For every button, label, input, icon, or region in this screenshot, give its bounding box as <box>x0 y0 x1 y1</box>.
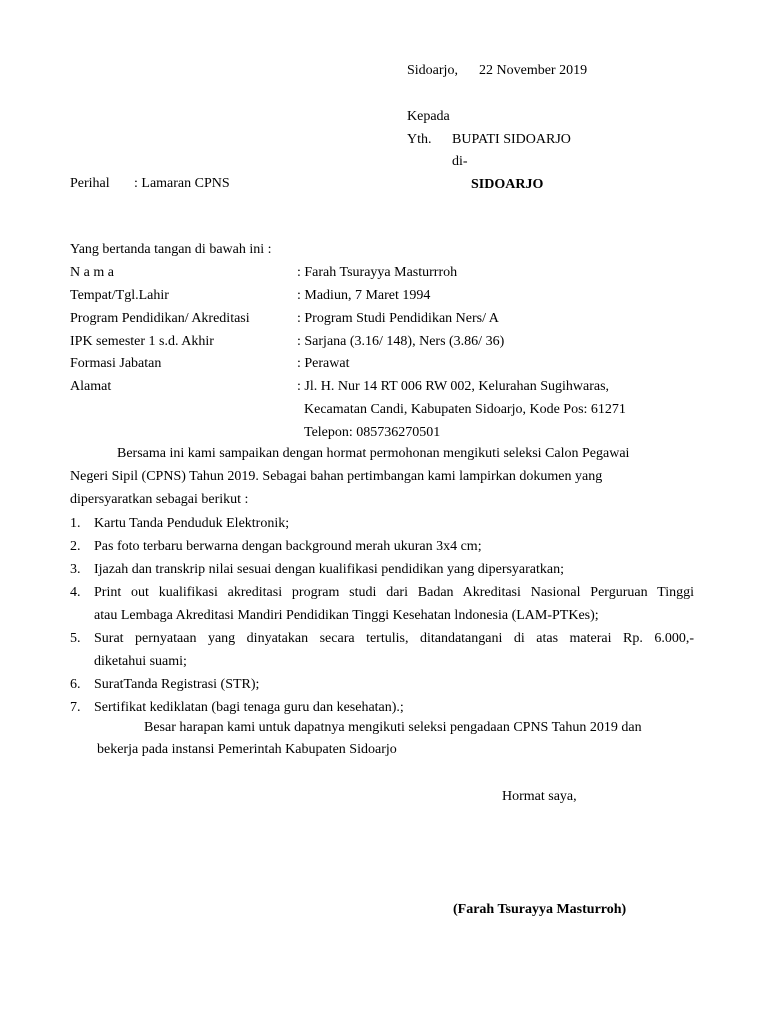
list-text: SuratTanda Registrasi (STR); <box>94 677 260 692</box>
closing-line: bekerja pada instansi Pemerintah Kabupaten Sidoarjo <box>97 742 397 757</box>
paragraph-line: Negeri Sipil (CPNS) Tahun 2019. Sebagai bahan pertimbangan kami lampirkan dokumen yang <box>70 469 603 484</box>
list-item <box>70 696 694 719</box>
list-item <box>70 673 694 696</box>
list-text: Print out kualifikasi akreditasi program studi dari Badan Akreditasi Nasional Perguruan Tinggi <box>94 585 694 600</box>
recipient-di: di- <box>452 154 468 169</box>
signature-greeting: Hormat saya, <box>502 789 577 804</box>
address-phone: Telepon: 085736270501 <box>304 425 441 440</box>
identity-value: : Farah Tsurayya Masturrroh <box>297 265 458 280</box>
list-item <box>70 627 694 673</box>
intro-text: Yang bertanda tangan di bawah ini : <box>70 242 272 257</box>
recipient-name: BUPATI SIDOARJO <box>452 132 571 147</box>
list-number: 7. <box>70 700 81 715</box>
paragraph-line: dipersyaratkan sebagai berikut : <box>70 492 249 507</box>
closing-line: Besar harapan kami untuk dapatnya mengikuti seleksi pengadaan CPNS Tahun 2019 dan <box>144 720 642 735</box>
identity-value: : Madiun, 7 Maret 1994 <box>297 288 431 303</box>
recipient-kepada: Kepada <box>407 109 450 124</box>
letter-place: Sidoarjo, <box>407 63 458 78</box>
identity-label: Tempat/Tgl.Lahir <box>70 288 169 303</box>
address-continuation: Kecamatan Candi, Kabupaten Sidoarjo, Kode Pos: 61271 <box>304 402 626 417</box>
list-text: Kartu Tanda Penduduk Elektronik; <box>94 516 290 531</box>
list-text: atau Lembaga Akreditasi Mandiri Pendidikan Tinggi Kesehatan lndonesia (LAM-PTKes); <box>94 608 599 623</box>
identity-label: IPK semester 1 s.d. Akhir <box>70 334 214 349</box>
identity-value: : Jl. H. Nur 14 RT 006 RW 002, Kelurahan Sugihwaras, <box>297 379 610 394</box>
identity-label: Alamat <box>70 379 112 394</box>
identity-label: N a m a <box>70 265 114 280</box>
identity-value: : Program Studi Pendidikan Ners/ A <box>297 311 499 326</box>
perihal-label: Perihal <box>70 176 110 191</box>
list-item <box>70 512 694 535</box>
list-item <box>70 558 694 581</box>
body-paragraph <box>70 445 694 514</box>
list-number: 6. <box>70 677 81 692</box>
letter-date: 22 November 2019 <box>479 63 588 78</box>
identity-value: : Perawat <box>297 356 350 371</box>
list-text: Pas foto terbaru berwarna dengan background merah ukuran 3x4 cm; <box>94 539 482 554</box>
list-item <box>70 535 694 558</box>
list-number: 1. <box>70 516 81 531</box>
identity-value: : Sarjana (3.16/ 148), Ners (3.86/ 36) <box>297 334 505 349</box>
list-number: 4. <box>70 585 81 600</box>
list-number: 3. <box>70 562 81 577</box>
list-number: 5. <box>70 631 81 646</box>
list-item <box>70 581 694 627</box>
identity-label: Formasi Jabatan <box>70 356 162 371</box>
list-number: 2. <box>70 539 81 554</box>
list-text: Ijazah dan transkrip nilai sesuai dengan kualifikasi pendidikan yang dipersyaratkan; <box>94 562 565 577</box>
recipient-city: SIDOARJO <box>471 177 544 192</box>
list-text: diketahui suami; <box>94 654 187 669</box>
document-list <box>70 512 694 719</box>
list-text: Surat pernyataan yang dinyatakan secara tertulis, ditandatangani di atas materai Rp. 6.000,- <box>94 631 694 646</box>
list-text: Sertifikat kediklatan (bagi tenaga guru dan kesehatan).; <box>94 700 404 715</box>
perihal-value: : Lamaran CPNS <box>134 176 230 191</box>
signature-name: (Farah Tsurayya Masturroh) <box>453 902 627 917</box>
recipient-yth: Yth. <box>407 132 432 147</box>
identity-label: Program Pendidikan/ Akreditasi <box>70 311 250 326</box>
paragraph-line: Bersama ini kami sampaikan dengan hormat permohonan mengikuti seleksi Calon Pegawai <box>117 446 630 461</box>
